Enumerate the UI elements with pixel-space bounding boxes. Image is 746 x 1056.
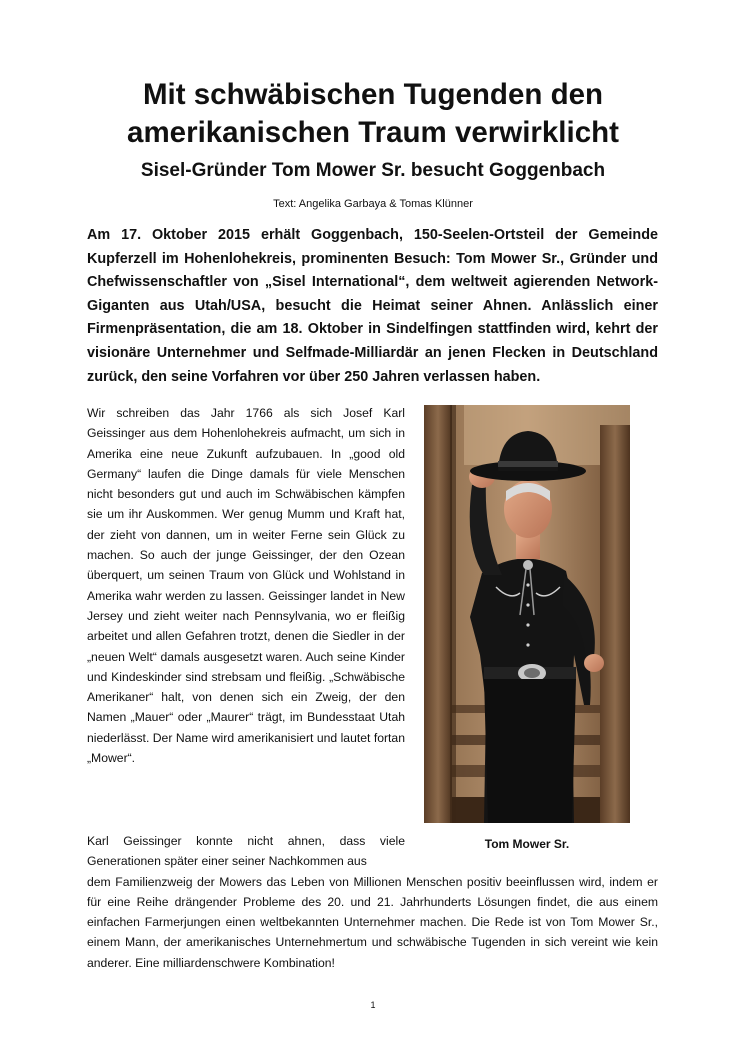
- portrait-illustration: [424, 405, 630, 823]
- photo-caption: Tom Mower Sr.: [484, 837, 570, 851]
- portrait-photo: [424, 405, 630, 823]
- lead-paragraph: Am 17. Oktober 2015 erhält Goggenbach, 150-Seelen-Ortsteil der Gemeinde Kupferzell im Hohenlohekreis, prominenten Besuch: Tom Mower Sr., Gründer und Chefwissenschaftler von „Sisel International“, dem weltweit agierenden Network-Giganten aus Utah/USA, besucht die Heimat seiner Ahnen. Anlässlich einer Firmenpräsentation, die am 18. Oktober in Sindelfingen stattfinden wird, kehrt der visionäre Unternehmer und Selfmade-Milliardär an jenen Flecken in Deutschland zurück, den seine Vorfahren vor über 250 Jahren verlassen haben.: [87, 227, 658, 385]
- body-paragraph-1: Wir schreiben das Jahr 1766 als sich Josef Karl Geissinger aus dem Hohenlohekreis aufmacht, um sich in Amerika eine neue Zukunft aufzubauen. In „good old Germany“ laufen die Dinge damals für viele Menschen nicht besonders gut und auch im Schwäbischen kämpfen sie um ihr Auskommen. Wer genug Mumm und Kraft hat, der zieht von dannen, um in weiter Ferne sein Glück zu machen. So auch der junge Geissinger, der den Ozean überquert, um seinen Traum von Glück und Wohlstand in Amerika wahr werden zu lassen. Geissinger landet in New Jersey und zieht weiter nach Pennsylvania, wo er fleißig arbeitet und allen Gefahren trotzt, denen die Siedler in der „neuen Welt“ damals ausgesetzt waren. Auch seine Kinder und Kindeskinder sind strebsam und fleißig. „Schwäbische Amerikaner“ halt, von denen sich ein Zweig, der den Namen „Mauer“ oder „Maurer“ trägt, im Bundesstaat Utah niederlässt. Der Name wird amerikanisiert und lautet fortan „Mower“.: [87, 406, 405, 766]
- body-paragraph-2-continued: dem Familienzweig der Mowers das Leben von Millionen Menschen positiv beeinflussen wird, indem er für eine Reihe drängender Probleme des 20. und 21. Jahrhunderts Lösungen findet, die aus einem einfachen Farmerjungen einen weltbekannten Unternehmer machen. Die Rede ist von Tom Mower Sr., einem Mann, der amerikanisches Unternehmertum und schwäbische Tugenden in sich vereint wie kein anderer. Eine milliardenschwere Kombination!: [87, 874, 658, 970]
- page-number: 1: [370, 1000, 376, 1010]
- author-credit: Text: Angelika Garbaya & Tomas Klünner: [273, 198, 473, 210]
- article-title: Mit schwäbischen Tugenden den amerikanischen Traum verwirklicht: [127, 78, 619, 149]
- body-paragraph-2-start: Karl Geissinger konnte nicht ahnen, dass viele Generationen später einer seiner Nachkommen aus: [87, 834, 405, 869]
- article-subtitle: Sisel-Gründer Tom Mower Sr. besucht Goggenbach: [140, 160, 606, 181]
- body-paragraph-2: [87, 831, 658, 973]
